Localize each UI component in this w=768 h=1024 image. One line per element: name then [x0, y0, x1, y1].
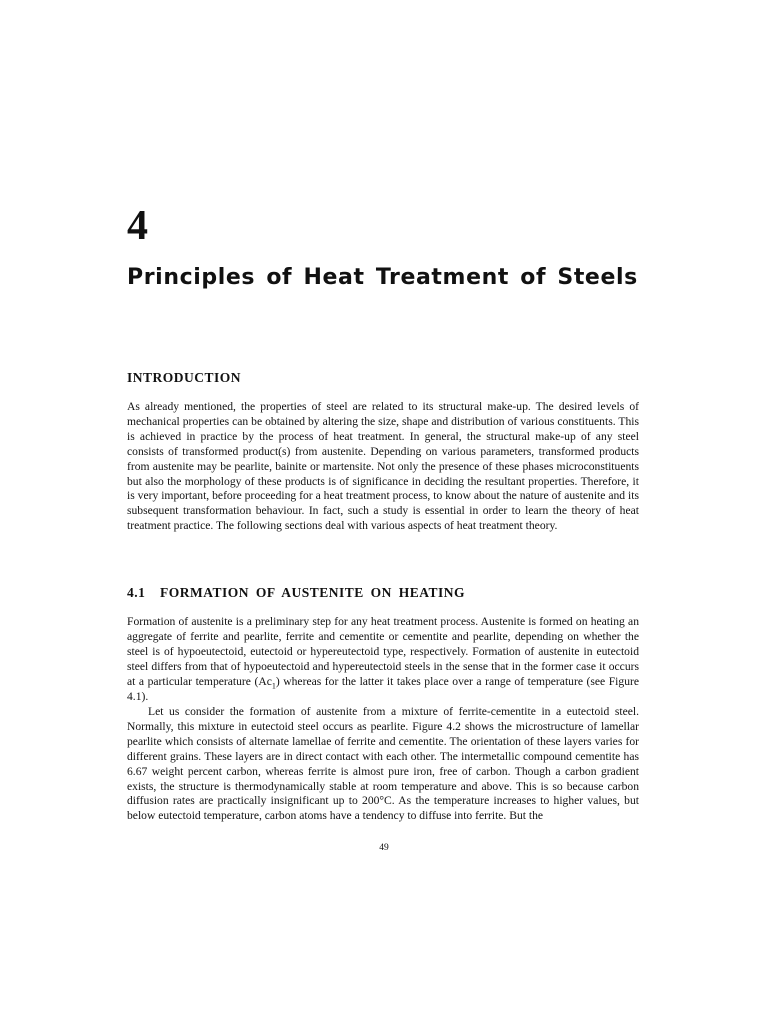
section-number: 4.1 — [127, 585, 146, 600]
section-4-1-paragraph-2: Let us consider the formation of austenite from a mixture of ferrite-cementite in a eutectoid steel. Normally, this mixture in eutectoid steel occurs as pearlite. Figure 4.2 shows the microstructure of lamellar pearlite which consists of alternate lamellae of ferrite and cementite. The orientation of these layers varies for different grains. These layers are in direct contact with each other. The intermetallic compound cementite has 6.67 weight percent carbon, whereas ferrite is almost pure iron, free of carbon. Though a carbon gradient exists, the structure is thermodynamically stable at room temperature and above. This is so because carbon diffusion rates are practically insignificant up to 200°C. As the temperature increases to higher values, but below eutectoid temperature, carbon atoms have a tendency to diffuse into ferrite. But the — [127, 705, 639, 823]
section-4-1-paragraph-1 — [127, 615, 639, 704]
introduction-heading: INTRODUCTION — [127, 370, 242, 385]
paragraph-text: Formation of austenite is a preliminary step for any heat treatment process. Austenite is formed on heating an aggregate of ferrite and pearlite, ferrite and cementite or cementite and pearlite, depending on whether the steel is of hypoeutectoid, eutectoid or hypereutectoid type, respectively. Formation of austenite in eutectoid steel differs from that of hypoeutectoid and hypereutectoid steels in the sense that in the former case it occurs at a particular temperature (Ac — [127, 615, 639, 688]
chapter-title: Principles of Heat Treatment of Steels — [127, 265, 638, 290]
paragraph-text: ) whereas for the latter it takes place over a range of temperature (see Figure 4.1). — [127, 674, 639, 703]
chapter-number: 4 — [127, 203, 148, 249]
subscript: 1 — [271, 680, 276, 690]
introduction-paragraph: As already mentioned, the properties of steel are related to its structural make-up. The desired levels of mechanical properties can be obtained by altering the size, shape and distribution of various constituents. This is achieved in practice by the process of heat treatment. In general, the structural make-up of any steel consists of transformed product(s) from austenite. Depending on various parameters, transformed products from austenite may be pearlite, bainite or martensite. Not only the presence of these phases microconstituents but also the morphology of these products is of significance in deciding the resultant properties. Therefore, it is very important, before proceeding for a heat treatment process, to know about the nature of austenite and its subsequent transformation behaviour. In fact, such a study is essential in order to learn the theory of heat treatment practice. The following sections deal with various aspects of heat treatment theory. — [127, 400, 639, 533]
section-4-1-heading — [127, 584, 465, 602]
page-number: 49 — [379, 843, 389, 853]
section-title: FORMATION OF AUSTENITE ON HEATING — [160, 585, 466, 600]
